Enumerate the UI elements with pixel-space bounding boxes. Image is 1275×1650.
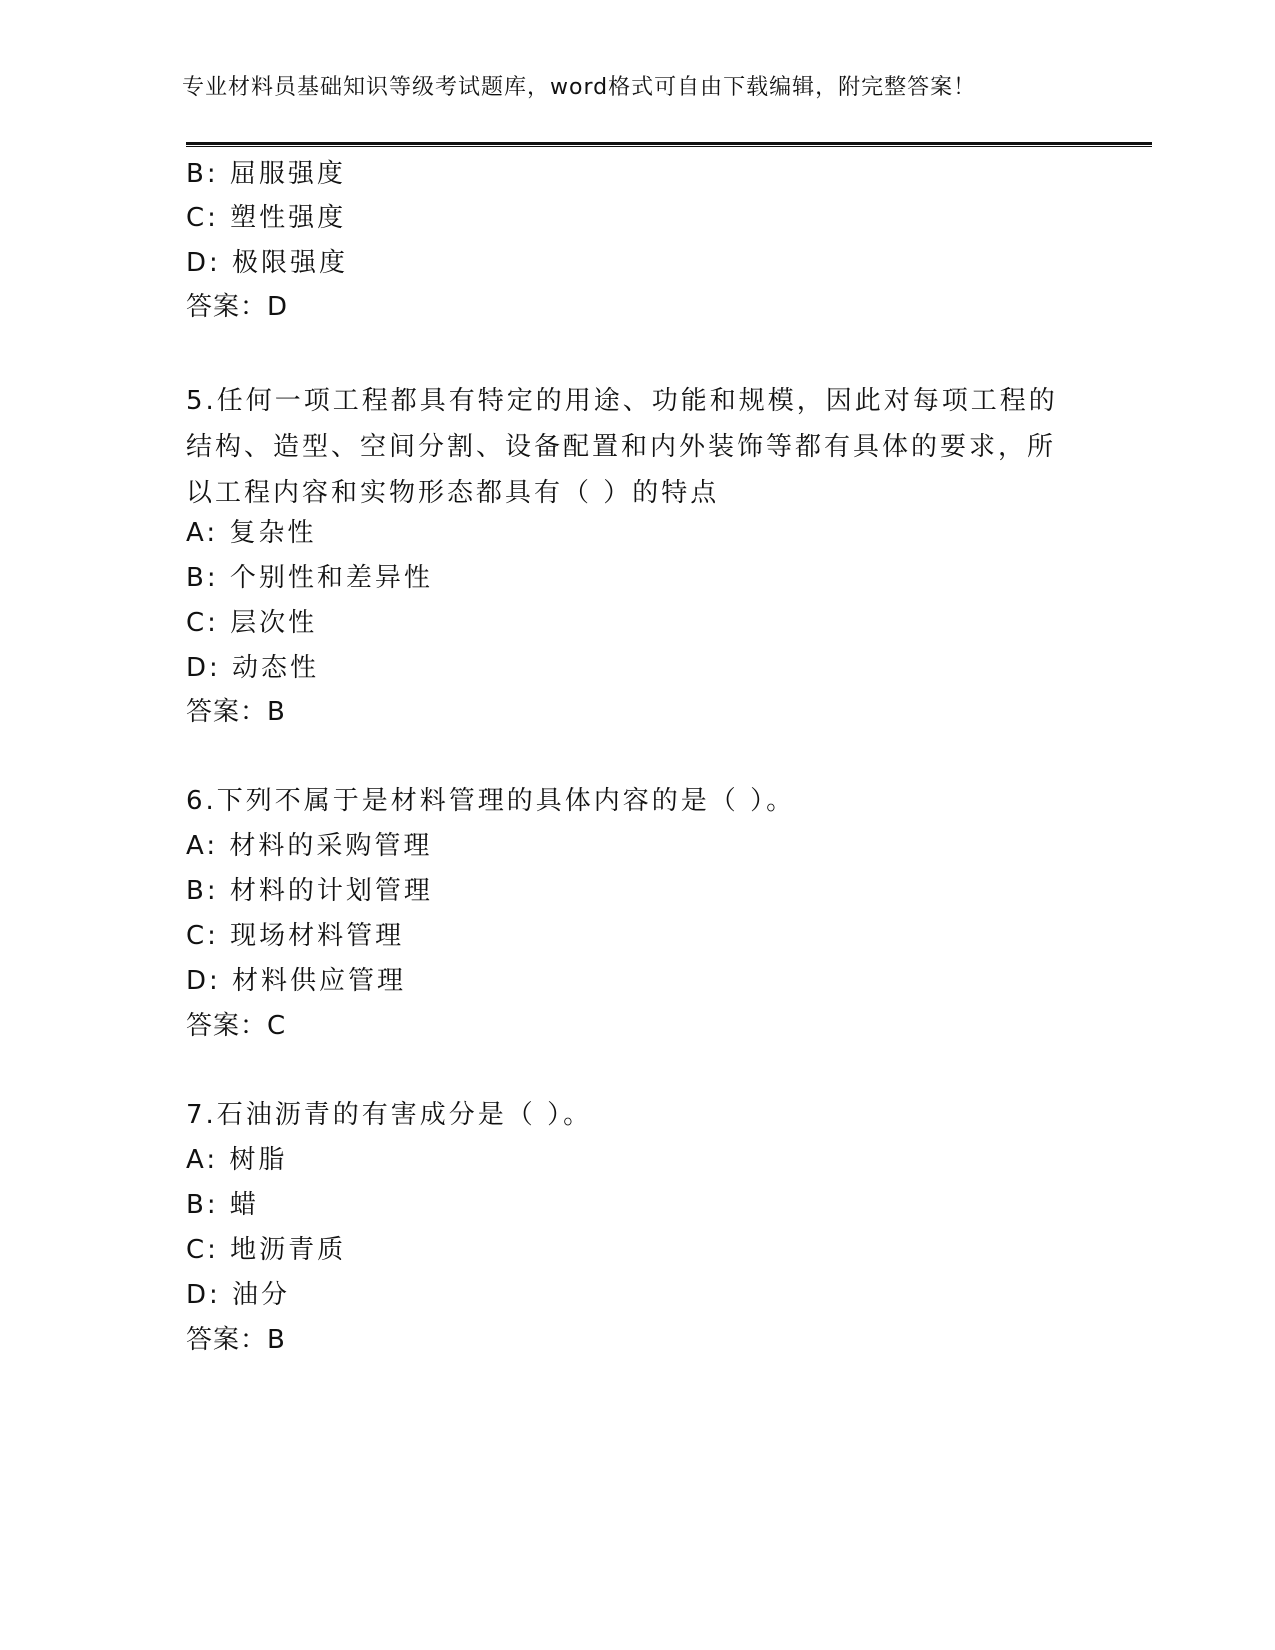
q5-option-c: C: 层次性 [186, 608, 318, 638]
q6-answer: 答案：C [186, 1011, 287, 1041]
q6-option-a: A: 材料的采购管理 [186, 831, 433, 861]
q4-answer: 答案：D [186, 292, 289, 322]
q6-option-c: C: 现场材料管理 [186, 921, 405, 951]
q4-option-c: C: 塑性强度 [186, 203, 347, 233]
header-divider-thick [186, 142, 1152, 145]
page-header: 专业材料员基础知识等级考试题库，word格式可自由下载编辑，附完整答案！ [182, 75, 977, 100]
q7-answer: 答案：B [186, 1325, 286, 1355]
q5-option-d: D: 动态性 [186, 653, 320, 683]
q7-option-c: C: 地沥青质 [186, 1235, 347, 1265]
q6-option-d: D: 材料供应管理 [186, 966, 407, 996]
q4-option-b: B: 屈服强度 [186, 159, 346, 189]
q6-stem: 6.下列不属于是材料管理的具体内容的是（ ）。 [186, 786, 796, 816]
q5-stem-line-2: 结构、造型、空间分割、设备配置和内外装饰等都有具体的要求，所 [186, 432, 1057, 462]
q4-option-d: D: 极限强度 [186, 248, 349, 278]
header-divider [186, 142, 1152, 147]
q5-stem-line-3: 以工程内容和实物形态都具有（ ）的特点 [186, 478, 720, 508]
q6-option-b: B: 材料的计划管理 [186, 876, 433, 906]
q5-option-b: B: 个别性和差异性 [186, 563, 433, 593]
q7-option-b: B: 蜡 [186, 1190, 259, 1220]
header-divider-thin [186, 146, 1152, 147]
q7-option-d: D: 油分 [186, 1280, 291, 1310]
q5-stem [186, 378, 1086, 516]
q5-stem-line-1: 5.任何一项工程都具有特定的用途、功能和规模，因此对每项工程的 [186, 386, 1058, 416]
q5-answer: 答案：B [186, 697, 286, 727]
q5-option-a: A: 复杂性 [186, 518, 317, 548]
q7-option-a: A: 树脂 [186, 1145, 288, 1175]
q7-stem: 7.石油沥青的有害成分是（ ）。 [186, 1100, 593, 1130]
